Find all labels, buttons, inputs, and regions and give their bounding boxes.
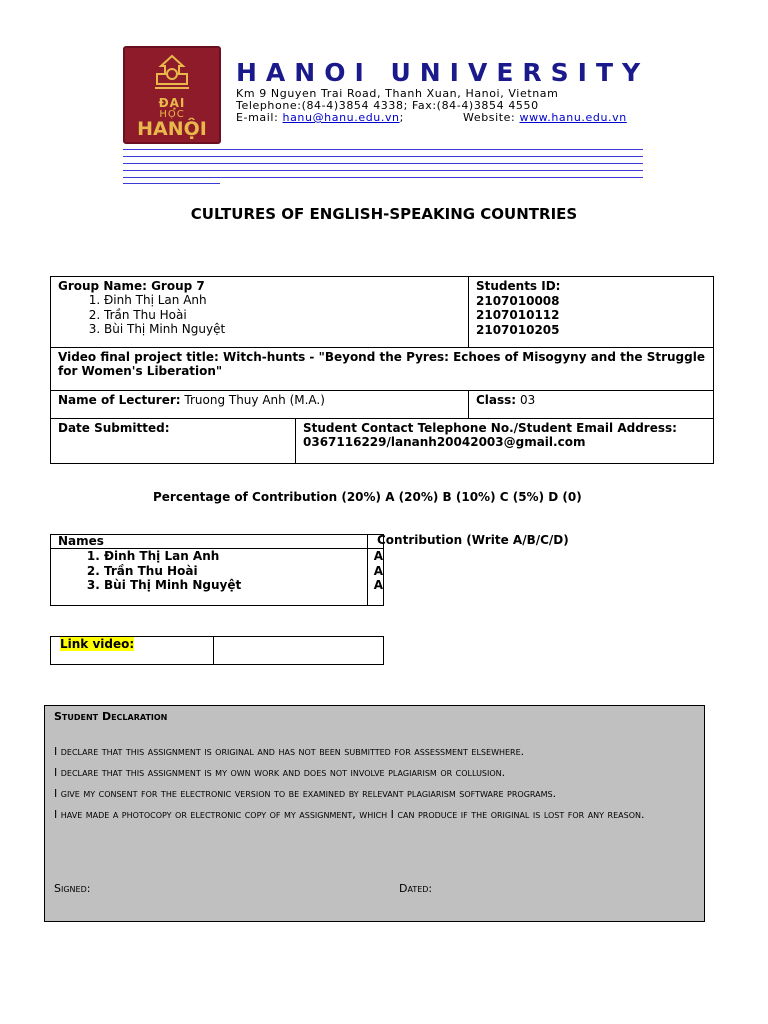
date-submitted-cell: Date Submitted:	[51, 419, 296, 464]
logo-text-hanoi: HANỘI	[137, 118, 207, 140]
university-logo	[123, 46, 221, 144]
contributor-name: 3. Bùi Thị Minh Nguyệt	[104, 578, 360, 593]
group-name: Group Name: Group 7	[58, 279, 205, 293]
student-id: 2107010205	[476, 322, 560, 337]
temple-emblem-icon	[149, 54, 195, 96]
lecturer-label: Name of Lecturer:	[58, 393, 181, 407]
contributor-name: 2. Trần Thu Hoài	[104, 564, 360, 579]
member-list	[58, 293, 461, 337]
university-address: Km 9 Nguyen Trai Road, Thanh Xuan, Hanoi, Vietnam	[236, 87, 559, 100]
header-rule	[123, 177, 643, 178]
link-video-label: Link video:	[60, 637, 135, 651]
names-header: Names	[51, 535, 368, 549]
student-id: 2107010112	[476, 308, 560, 322]
contribution-header: Contribution (Write A/B/C/D)	[377, 533, 569, 547]
dated-label: Dated:	[399, 882, 433, 895]
student-declaration-box	[44, 705, 705, 922]
contributor-name: 1. Đinh Thị Lan Anh	[104, 549, 360, 564]
contact-value: 0367116229/lananh20042003@gmail.com	[303, 435, 586, 449]
declaration-line: I have made a photocopy or electronic copy of my assignment, which I can produce if the original is lost for any reason.	[54, 808, 645, 821]
declaration-title: Student Declaration	[54, 710, 168, 723]
member-item: 1. Đinh Thị Lan Anh	[104, 293, 461, 308]
contact-cell	[296, 419, 714, 464]
contribution-name-list	[58, 549, 360, 593]
contributor-grade: A	[373, 563, 383, 578]
contributor-grade: A	[373, 578, 383, 592]
class-label: Class:	[476, 393, 517, 407]
university-telephone: Telephone:(84-4)3854 4338; Fax:(84-4)3854 4550	[236, 99, 539, 112]
website-link[interactable]: www.hanu.edu.vn	[519, 111, 627, 124]
email-label: E-mail:	[236, 111, 279, 124]
university-contact-line	[236, 111, 404, 124]
class-value: 03	[519, 393, 536, 407]
lecturer-cell	[51, 391, 469, 419]
group-cell	[51, 277, 469, 348]
declaration-line: I give my consent for the electronic version to be examined by relevant plagiarism software programs.	[54, 787, 557, 800]
link-video-table	[50, 636, 384, 665]
lecturer-name: Truong Thuy Anh (M.A.)	[184, 393, 325, 407]
member-item: 2. Trần Thu Hoài	[104, 308, 461, 323]
students-id-cell	[469, 277, 714, 348]
header-rule	[123, 170, 643, 171]
contributor-grade: A	[373, 549, 383, 563]
website-line	[463, 111, 627, 124]
document-title: CULTURES OF ENGLISH-SPEAKING COUNTRIES	[190, 205, 578, 223]
header-rule	[123, 156, 643, 157]
names-cell	[51, 549, 368, 606]
grades-cell	[367, 549, 383, 606]
contribution-table	[50, 534, 384, 606]
member-item: 3. Bùi Thị Minh Nguyệt	[104, 322, 461, 337]
contribution-title: Percentage of Contribution (20%) A (20%) B (10%) C (5%) D (0)	[153, 490, 582, 504]
header-rule	[123, 149, 643, 150]
video-title-cell: Video final project title: Witch-hunts - "Beyond the Pyres: Echoes of Misogyny and the Struggle for Women's Liberation"	[51, 348, 714, 391]
header-rule	[123, 183, 220, 184]
link-video-value-cell[interactable]	[214, 637, 384, 665]
declaration-line: I declare that this assignment is original and has not been submitted for assessment elsewhere.	[54, 745, 525, 758]
university-name: HANOI UNIVERSITY	[236, 58, 650, 87]
logo-text-hoc: HỌC	[159, 109, 185, 120]
signed-label: Signed:	[54, 882, 91, 895]
email-link[interactable]: hanu@hanu.edu.vn	[282, 111, 400, 124]
logo-text-dai: ĐẠI	[158, 96, 186, 110]
student-info-table	[50, 276, 714, 464]
declaration-line: I declare that this assignment is my own work and does not involve plagiarism or collusion.	[54, 766, 506, 779]
email-separator: ;	[399, 111, 404, 124]
contact-label: Student Contact Telephone No./Student Email Address:	[303, 421, 677, 435]
student-id: 2107010008	[476, 293, 560, 308]
students-id-label: Students ID:	[476, 279, 561, 293]
header-rule	[123, 163, 643, 164]
website-label: Website:	[463, 111, 516, 124]
link-video-label-cell	[51, 637, 214, 665]
class-cell	[469, 391, 714, 419]
